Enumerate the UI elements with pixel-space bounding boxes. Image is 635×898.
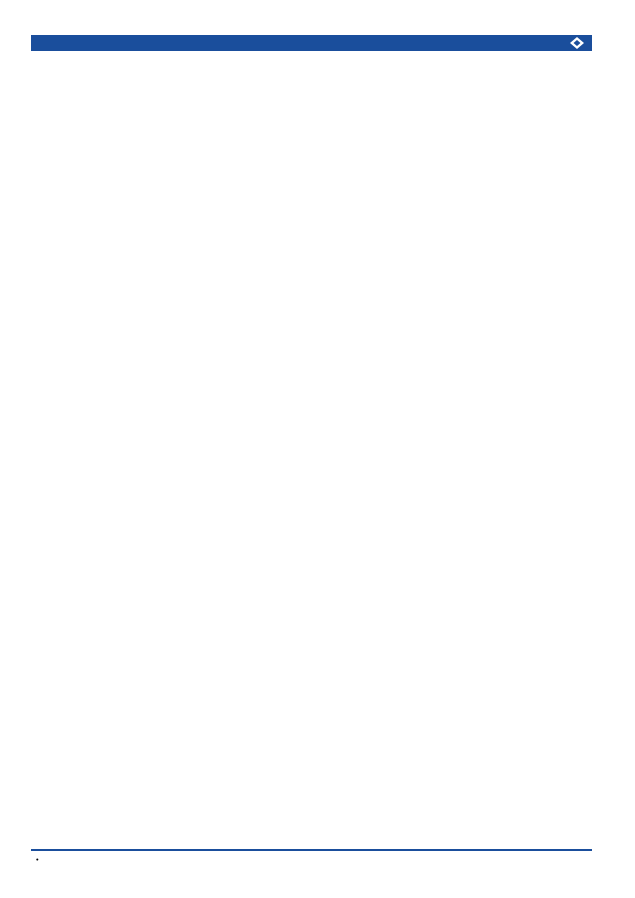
tdk-emblem-icon [570, 37, 584, 49]
header-bar [31, 35, 592, 51]
footer-rule [31, 849, 592, 851]
brand-logo [570, 37, 587, 49]
footer-note: • [36, 855, 39, 864]
